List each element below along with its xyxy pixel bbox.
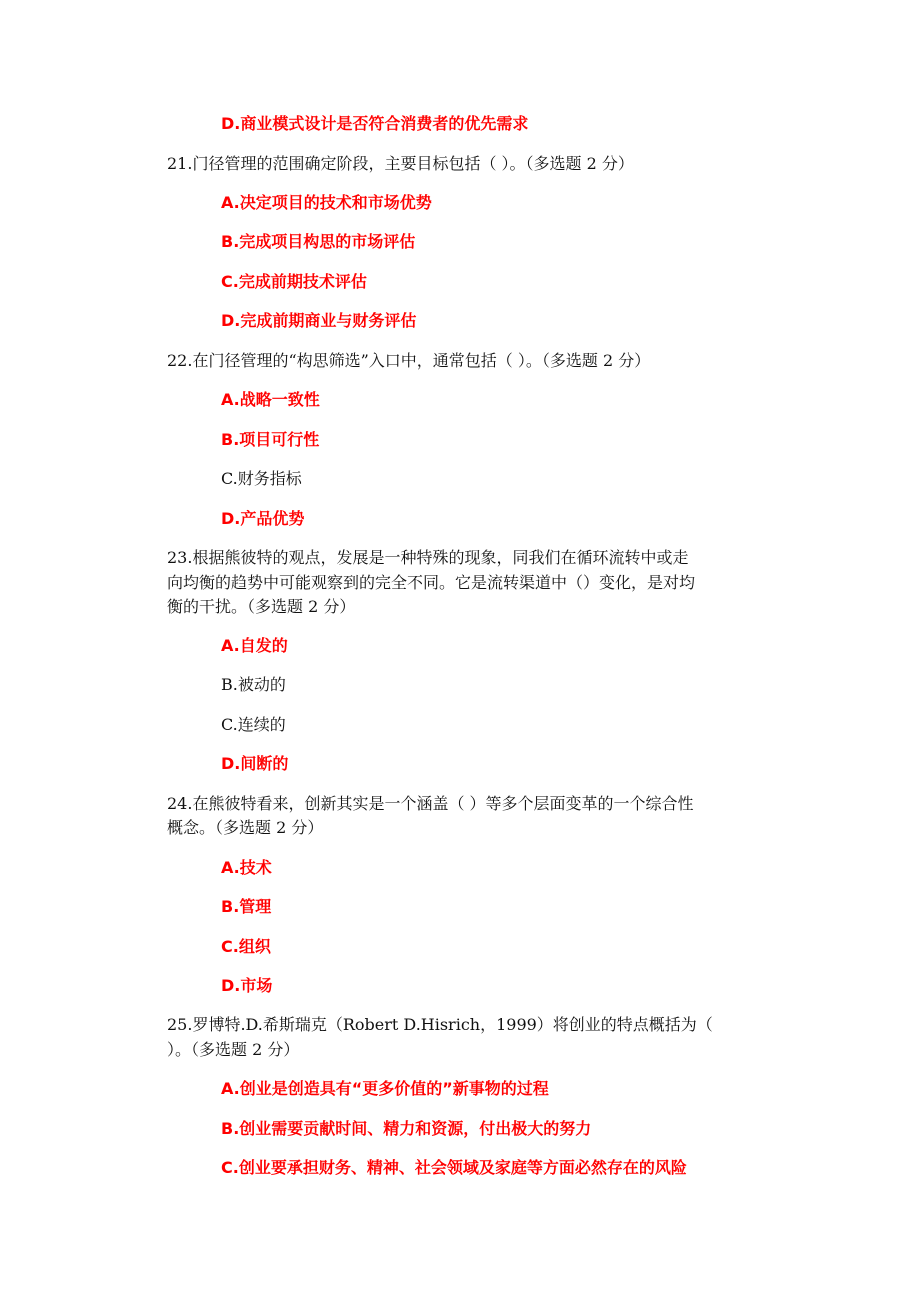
option-22-a: A.战略一致性 xyxy=(221,390,320,409)
option-22-c: C.财务指标 xyxy=(221,469,302,488)
question-23-line-2: 向均衡的趋势中可能观察到的完全不同。它是流转渠道中（）变化，是对均 xyxy=(167,573,696,592)
option-23-b: B.被动的 xyxy=(221,675,286,694)
option-21-c: C.完成前期技术评估 xyxy=(221,272,367,291)
question-24-line-1: 24.在熊彼特看来，创新其实是一个涵盖（ ）等多个层面变革的一个综合性 xyxy=(167,794,694,813)
option-21-b: B.完成项目构思的市场评估 xyxy=(221,232,416,251)
question-25-line-1: 25.罗博特.D.希斯瑞克（Robert D.Hisrich，1999）将创业的特点概括为（ xyxy=(167,1015,713,1034)
question-22: 22.在门径管理的“构思筛选”入口中，通常包括（ ）。（多选题 2 分） xyxy=(167,351,651,370)
question-21: 21.门径管理的范围确定阶段，主要目标包括（ ）。（多选题 2 分） xyxy=(167,154,634,173)
option-24-b: B.管理 xyxy=(221,897,272,916)
option-25-a: A.创业是创造具有“更多价值的”新事物的过程 xyxy=(221,1079,549,1098)
option-23-d: D.间断的 xyxy=(221,754,289,773)
option-24-d: D.市场 xyxy=(221,976,273,995)
option-22-d: D.产品优势 xyxy=(221,509,305,528)
option-21-d: D.完成前期商业与财务评估 xyxy=(221,311,417,330)
option-25-c: C.创业要承担财务、精神、社会领域及家庭等方面必然存在的风险 xyxy=(221,1158,687,1177)
option-23-a: A.自发的 xyxy=(221,636,288,655)
option-22-b: B.项目可行性 xyxy=(221,430,320,449)
option-24-c: C.组织 xyxy=(221,937,271,956)
question-23-line-1: 23.根据熊彼特的观点，发展是一种特殊的现象，同我们在循环流转中或走 xyxy=(167,548,689,567)
option-24-a: A.技术 xyxy=(221,858,272,877)
option-21-a: A.决定项目的技术和市场优势 xyxy=(221,193,432,212)
option-23-c: C.连续的 xyxy=(221,715,286,734)
question-24-line-2: 概念。（多选题 2 分） xyxy=(167,818,324,837)
option-25-b: B.创业需要贡献时间、精力和资源，付出极大的努力 xyxy=(221,1119,592,1138)
option-20-d: D.商业模式设计是否符合消费者的优先需求 xyxy=(221,114,529,133)
question-23-line-3: 衡的干扰。（多选题 2 分） xyxy=(167,597,356,616)
question-25-line-2: ）。（多选题 2 分） xyxy=(167,1040,300,1059)
